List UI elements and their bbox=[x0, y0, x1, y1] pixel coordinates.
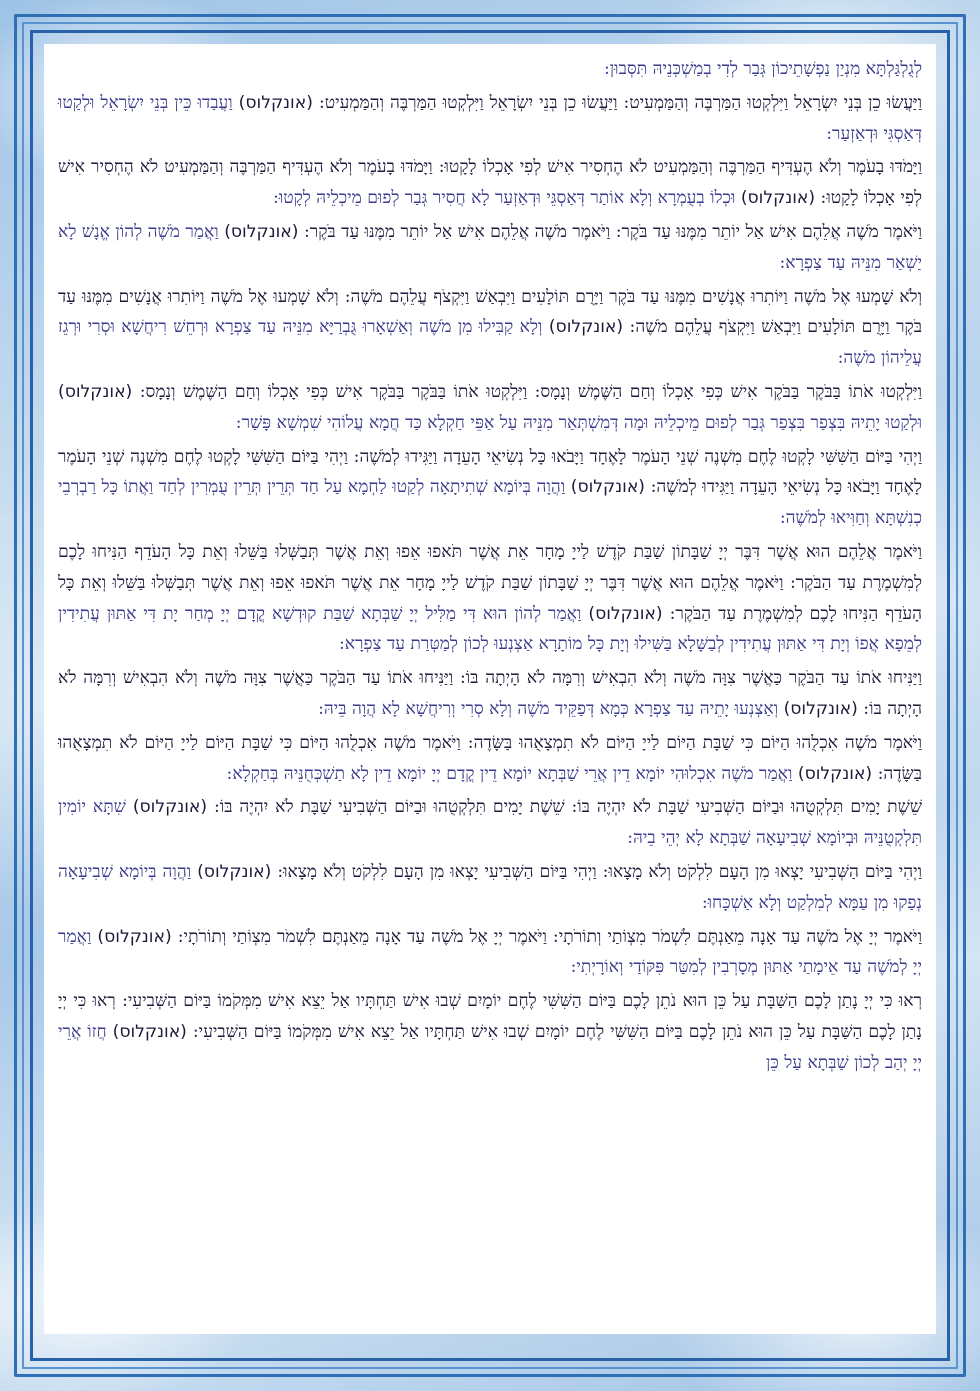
onkelos-translation-text: וַאֲמַר יְיָ לְמֹשֶׁה עַד אֵימָתַי אַתּוּן מְסָרְבִין לְמִטַּר פִּקּוֹדַי וְאוֹרָיְתִי: bbox=[58, 926, 922, 978]
onkelos-translation-text: לְגֻלְגַּלְתָּא מִנְיַן נַפְשָׁתֵיכוֹן גְּבַר לְדִי בְמַשְׁכְּנֵיהּ תִּסְּבוּן: bbox=[604, 59, 922, 79]
hebrew-verse-text: וַיָּמֹדּוּ בָעֹמֶר וְלֹא הֶעְדִּיף הַמַּרְבֶּה וְהַמַּמְעִיט לֹא הֶחְסִיר אִישׁ לְפִי אָכְלוֹ לָקָטוּ: וַיָּמֹדּוּ בָעֹמֶר וְלֹא הֶעְדִּיף הַמַּרְבֶּה וְהַמַּמְעִיט לֹא הֶחְסִיר אִישׁ לְפִי אָכְלוֹ לָקָטוּ: bbox=[58, 157, 922, 209]
onkelos-translation-text: וַאֲמַר מֹשֶׁה אִכְלוּהִי יוֹמָא דֵין אֲרֵי שַׁבְּתָא יוֹמָא דֵין קֳדָם יְיָ יוֹמָא דֵין לָא תַשְׁכְּחֻנֵּיהּ בְּחַקְלָא: bbox=[226, 763, 793, 784]
torah-text-body bbox=[58, 54, 922, 1079]
onkelos-translation-text: שִׁתָּא יוֹמִין תִּלְקְטֻנֵּיהּ וּבְיוֹמָא שְׁבִיעָאָה שַׁבְּתָא לָא יְהֵי בֵיהּ: bbox=[58, 797, 922, 849]
hebrew-verse-text: וַיַּנִּיחוּ אֹתוֹ עַד הַבֹּקֶר כַּאֲשֶׁר צִוָּה מֹשֶׁה וְלֹא הִבְאִישׁ וְרִמָּה לֹא הָיְתָה בּוֹ: וַיַּנִּיחוּ אֹתוֹ עַד הַבֹּקֶר כַּאֲשֶׁר צִוָּה מֹשֶׁה וְלֹא הִבְאִישׁ וְרִמָּה לֹא הָיְתָה בּוֹ: bbox=[58, 668, 922, 719]
onkelos-translation-text: וַאֲמַר לְהוֹן הוּא דִּי מַלִּיל יְיָ שַׁבְּתָא שַׁבַּת קוּדְשָׁא קֳדָם יְיָ מְחַר יָת דִּי אַתּוּן עֲתִידִין לְמֵפָא אֲפוֹ וְיָת דִּי אַתּוּן עֲתִידִין לְבַשָּׁלָא בַּשִּׁילוּ וְיָת כָּל מוֹתָרָא אַצְנְעוּ לְכוֹן לְמַטְּרַת עַד צַפְרָא: bbox=[58, 603, 922, 655]
verse-paragraph bbox=[58, 986, 922, 1078]
hebrew-verse-text: וַיִּלְקְטוּ אֹתוֹ בַּבֹּקֶר בַּבֹּקֶר אִישׁ כְּפִי אָכְלוֹ וְחַם הַשֶּׁמֶשׁ וְנָמָס: וַיִּלְקְטוּ אֹתוֹ בַּבֹּקֶר בַּבֹּקֶר אִישׁ כְּפִי אָכְלוֹ וְחַם הַשֶּׁמֶשׁ וְנָמָס: bbox=[139, 381, 922, 402]
onkelos-translation-text: וּכְלוֹ בְעֻמְרָא וְלָא אוֹתַר דְּאַסְגֵּי וּדְאַזְעַר לָא חֲסִיר גְּבַר לְפוּם מֵיכְלֵיהּ לְקָטוּ: bbox=[273, 188, 736, 209]
hebrew-verse-text: וַיֹּאמֶר מֹשֶׁה אִכְלֻהוּ הַיּוֹם כִּי שַׁבָּת הַיּוֹם לַייָ הַיּוֹם לֹא תִמְצָאֻהוּ בַּשָּׂדֶה: וַיֹּאמֶר מֹשֶׁה אִכְלֻהוּ הַיּוֹם כִּי שַׁבָּת הַיּוֹם לַייָ הַיּוֹם לֹא תִמְצָאֻהוּ בַּשָּׂדֶה: bbox=[58, 732, 922, 784]
hebrew-verse-text: וַיַּעֲשׂוּ כֵן בְּנֵי יִשְׂרָאֵל וַיִּלְקְטוּ הַמַּרְבֶּה וְהַמַּמְעִיט: וַיַּעֲשׂוּ כֵן בְּנֵי יִשְׂרָאֵל וַיִּלְקְטוּ הַמַּרְבֶּה וְהַמַּמְעִיט: bbox=[318, 92, 922, 113]
onkelos-label: (אונקלוס) bbox=[97, 926, 172, 947]
verse-paragraph bbox=[58, 792, 922, 854]
hebrew-verse-text: שֵׁשֶׁת יָמִים תִּלְקְטֻהוּ וּבַיּוֹם הַשְּׁבִיעִי שַׁבָּת לֹא יִהְיֶה בּוֹ: שֵׁשֶׁת יָמִים תִּלְקְטֻהוּ וּבַיּוֹם הַשְּׁבִיעִי שַׁבָּת לֹא יִהְיֶה בּוֹ: bbox=[214, 797, 922, 818]
hebrew-verse-text: וַיְהִי בַּיּוֹם הַשִּׁשִּׁי לָקְטוּ לֶחֶם מִשְׁנֶה שְׁנֵי הָעֹמֶר לָאֶחָד וַיָּבֹאוּ כָּל נְשִׂיאֵי הָעֵדָה וַיַּגִּידוּ לְמֹשֶׁה: וַיְהִי בַּיּוֹם הַשִּׁשִּׁי לָקְטוּ לֶחֶם מִשְׁנֶה שְׁנֵי הָעֹמֶר לָאֶחָד וַיָּבֹאוּ כָּל נְשִׂיאֵי הָעֵדָה וַיַּגִּידוּ לְמֹשֶׁה: bbox=[58, 446, 923, 498]
onkelos-label: (אונקלוס) bbox=[112, 1021, 187, 1042]
hebrew-verse-text: רְאוּ כִּי יְיָ נָתַן לָכֶם הַשַּׁבָּת עַל כֵּן הוּא נֹתֵן לָכֶם בַּיּוֹם הַשִּׁשִּׁי לֶחֶם יוֹמָיִם שְׁבוּ אִישׁ תַּחְתָּיו אַל יֵצֵא אִישׁ מִמְּקֹמוֹ בַּיּוֹם הַשְּׁבִיעִי: רְאוּ כִּי יְיָ נָתַן לָכֶם הַשַּׁבָּת עַל כֵּן הוּא נֹתֵן לָכֶם בַּיּוֹם הַשִּׁשִּׁי לֶחֶם יוֹמָיִם שְׁבוּ אִישׁ תַּחְתָּיו אַל יֵצֵא אִישׁ מִמְּקֹמוֹ בַּיּוֹם הַשְּׁבִיעִי: bbox=[58, 991, 922, 1042]
hebrew-verse-text: וַיְהִי בַּיּוֹם הַשְּׁבִיעִי יָצְאוּ מִן הָעָם לִלְקֹט וְלֹא מָצָאוּ: וַיְהִי בַּיּוֹם הַשְּׁבִיעִי יָצְאוּ מִן הָעָם לִלְקֹט וְלֹא מָצָאוּ: bbox=[277, 861, 923, 882]
verse-paragraph bbox=[58, 377, 922, 439]
verse-paragraph bbox=[58, 537, 922, 660]
onkelos-label: (אונקלוס) bbox=[197, 861, 272, 882]
hebrew-verse-text: וַיֹּאמֶר אֲלֵהֶם הוּא אֲשֶׁר דִּבֶּר יְיָ שַׁבָּתוֹן שַׁבַּת קֹדֶשׁ לַייָ מָחָר אֵת אֲשֶׁר תֹּאפוּ אֵפוּ וְאֵת אֲשֶׁר תְּבַשְּׁלוּ בַּשֵּׁלוּ וְאֵת כָּל הָעֹדֵף הַנִּיחוּ לָכֶם לְמִשְׁמֶרֶת עַד הַבֹּקֶר: וַיֹּאמֶר אֲלֵהֶם הוּא אֲשֶׁר דִּבֶּר יְיָ שַׁבָּתוֹן שַׁבַּת קֹדֶשׁ לַייָ מָחָר אֵת אֲשֶׁר תֹּאפוּ אֵפוּ וְאֵת אֲשֶׁר תְּבַשְּׁלוּ בַּשֵּׁלוּ וְאֵת כָּל הָעֹדֵף הַנִּיחוּ לָכֶם לְמִשְׁמֶרֶת עַד הַבֹּקֶר: bbox=[58, 541, 923, 624]
verse-paragraph bbox=[58, 282, 922, 374]
onkelos-label: (אונקלוס) bbox=[797, 763, 873, 784]
text-page bbox=[44, 44, 936, 1334]
onkelos-label: (אונקלוס) bbox=[783, 698, 858, 719]
verse-paragraph bbox=[58, 88, 922, 150]
onkelos-label: (אונקלוס) bbox=[548, 317, 624, 338]
onkelos-label: (אונקלוס) bbox=[224, 221, 299, 242]
onkelos-translation-text: וַהֲוָה בְּיוֹמָא שְׁתִיתָאָה לְקַטוּ לַחְמָא עַל חַד תְּרֵין תְּרֵין עֻמְרִין לְחַד וַאֲתוֹ כָּל רַבְרְבֵי כְנִשְׁתָּא וְחַוִּיאוּ לְמֹשֶׁה: bbox=[58, 477, 922, 529]
onkelos-translation-text: וַאֲמַר מֹשֶׁה לְהוֹן אֱנָשׁ לָא יַשְׁאַר מִנֵּיהּ עַד צַפְרָא: bbox=[58, 221, 922, 273]
verse-paragraph bbox=[58, 857, 922, 919]
verse-paragraph bbox=[58, 152, 922, 214]
onkelos-translation-text: וְלָא קַבִּילוּ מִן מֹשֶׁה וְאַשְׁאָרוּ גֻּבְרַיָּא מִנֵּיהּ עַד צַפְרָא וּרְחֵשׁ רִיחֲשָׁא וּסְרִי וּרְגֵז עֲלֵיהוֹן מֹשֶׁה: bbox=[58, 317, 922, 369]
verse-paragraph bbox=[58, 728, 922, 790]
onkelos-label: (אונקלוס) bbox=[570, 477, 646, 498]
onkelos-translation-text: וַעֲבַדוּ כֵּין בְּנֵי יִשְׂרָאֵל וּלְקַטוּ דְּאַסְגִּי וּדְאַזְעַר: bbox=[58, 92, 922, 144]
verse-paragraph bbox=[58, 922, 922, 984]
onkelos-translation-text: וַהֲוָה בְּיוֹמָא שְׁבִיעָאָה נְפַקוּ מִן עַמָּא לְמִלְקַט וְלָא אַשְׁכָּחוּ: bbox=[58, 861, 922, 913]
onkelos-label: (אונקלוס) bbox=[588, 603, 663, 624]
hebrew-verse-text: וַיֹּאמֶר יְיָ אֶל מֹשֶׁה עַד אָנָה מֵאַנְתֶּם לִשְׁמֹר מִצְוֹתַי וְתוֹרֹתָי: וַיֹּאמֶר יְיָ אֶל מֹשֶׁה עַד אָנָה מֵאַנְתֶּם לִשְׁמֹר מִצְוֹתַי וְתוֹרֹתָי: bbox=[177, 926, 922, 947]
hebrew-verse-text: וְלֹא שָׁמְעוּ אֶל מֹשֶׁה וַיּוֹתִרוּ אֲנָשִׁים מִמֶּנּוּ עַד בֹּקֶר וַיָּרֻם תּוֹלָעִים וַיִּבְאַשׁ וַיִּקְצֹף עֲלֵהֶם מֹשֶׁה: וְלֹא שָׁמְעוּ אֶל מֹשֶׁה וַיּוֹתִרוּ אֲנָשִׁים מִמֶּנּוּ עַד בֹּקֶר וַיָּרֻם תּוֹלָעִים וַיִּבְאַשׁ וַיִּקְצֹף עֲלֵהֶם מֹשֶׁה: bbox=[58, 286, 923, 338]
onkelos-translation-text: חֲזוֹ אֲרֵי יְיָ יְהַב לְכוֹן שַׁבְּתָא עַל כֵּן bbox=[58, 1021, 922, 1073]
verse-paragraph bbox=[58, 217, 922, 279]
onkelos-translation-text: וְאַצְנְעוּ יָתֵיהּ עַד צַפְרָא כְּמָא דְּפַקֵּיד מֹשֶׁה וְלָא סְרִי וְרִיחֲשָׁא לָא הֲוָה בֵּיהּ: bbox=[318, 698, 779, 719]
onkelos-label: (אונקלוס) bbox=[58, 381, 133, 402]
verse-paragraph bbox=[58, 663, 922, 725]
onkelos-translation-text: וּלְקַטוּ יָתֵיהּ בִּצְפַר בִּצְפַר גְּבַר לְפוּם מֵיכְלֵיהּ וּמָה דְּמִשְׁתְּאַר מִנֵּיהּ עַל אַפֵּי חַקְלָא כַּד חֲמָא עֲלוֹהִי שִׁמְשָׁא פָּשַׁר: bbox=[235, 412, 922, 433]
hebrew-verse-text: וַיֹּאמֶר מֹשֶׁה אֲלֵהֶם אִישׁ אַל יוֹתֵר מִמֶּנּוּ עַד בֹּקֶר: וַיֹּאמֶר מֹשֶׁה אֲלֵהֶם אִישׁ אַל יוֹתֵר מִמֶּנּוּ עַד בֹּקֶר: bbox=[303, 221, 922, 242]
onkelos-label: (אונקלוס) bbox=[238, 92, 313, 113]
verse-paragraph bbox=[58, 54, 922, 85]
onkelos-label: (אונקלוס) bbox=[132, 797, 208, 818]
verse-paragraph bbox=[58, 442, 922, 534]
onkelos-label: (אונקלוס) bbox=[740, 188, 816, 209]
